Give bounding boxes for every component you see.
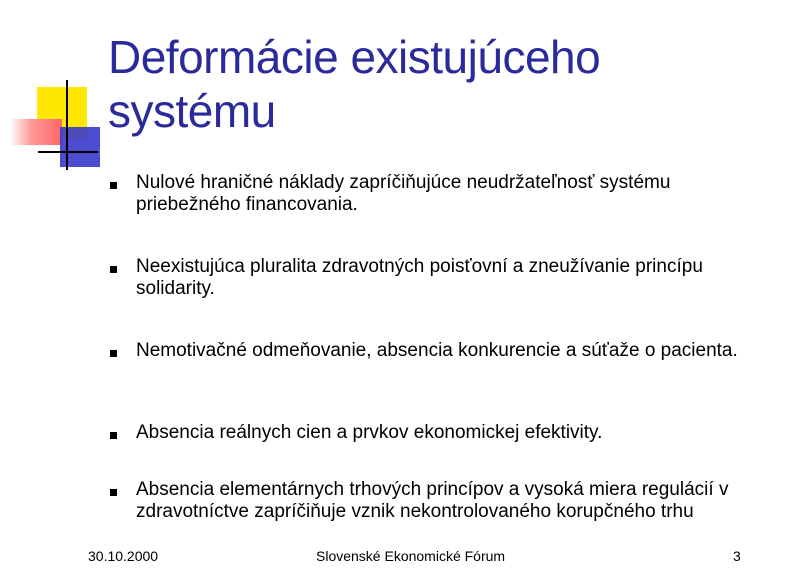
decor-red-square: [10, 119, 62, 145]
decor-vertical-rule: [66, 80, 68, 170]
bullet-square-icon: [110, 432, 117, 439]
bullet-text: Absencia reálnych cien a prvkov ekonomickej efektivity.: [136, 422, 603, 443]
bullet-square-icon: [110, 350, 117, 357]
bullet-text: Nemotivačné odmeňovanie, absencia konkurencie a súťaže o pacienta.: [136, 340, 738, 361]
bullet-item: [108, 340, 748, 362]
slide-title: Deformácie existujúceho systému: [108, 31, 601, 137]
bullet-item: [108, 479, 748, 523]
bullet-square-icon: [110, 489, 117, 496]
bullet-text: Absencia elementárnych trhových princípov a vysoká miera regulácií v zdravotníctve zapríčiňuje vznik nekontrolovaného korupčného trhu: [136, 479, 729, 522]
bullet-square-icon: [110, 182, 117, 189]
bullet-item: [108, 172, 748, 216]
decor-horizontal-rule: [38, 151, 98, 153]
footer-organization: Slovenské Ekonomické Fórum: [316, 548, 506, 564]
footer-date: 30.10.2000: [88, 548, 159, 564]
bullet-text: Neexistujúca pluralita zdravotných poisťovní a zneužívanie princípu solidarity.: [136, 256, 703, 299]
bullet-text: Nulové hraničné náklady zapríčiňujúce neudržateľnosť systému priebežného financovania.: [136, 172, 671, 215]
page-number: 3: [733, 548, 741, 564]
bullet-item: [108, 422, 748, 444]
bullet-item: [108, 256, 748, 300]
bullet-square-icon: [110, 266, 117, 273]
